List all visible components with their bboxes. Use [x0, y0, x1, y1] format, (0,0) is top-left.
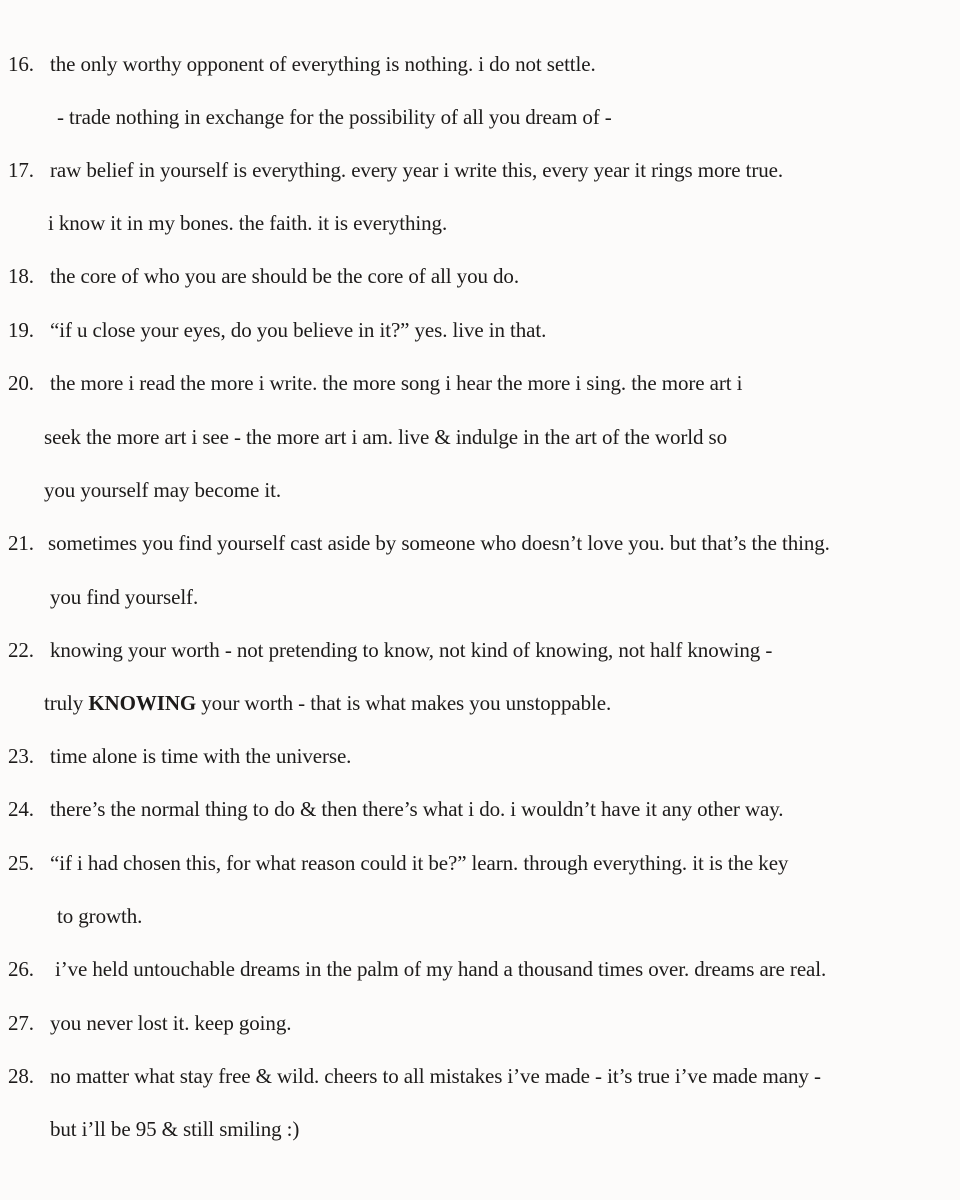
- emphasis-text: KNOWING: [88, 691, 197, 715]
- entry-number: 18.: [8, 264, 34, 288]
- entry-number: 26.: [8, 957, 34, 981]
- entry-number: 23.: [8, 744, 34, 768]
- entry-text: the more i read the more i write. the more song i hear the more i sing. the more art i: [50, 371, 743, 395]
- entry-text: time alone is time with the universe.: [50, 744, 352, 768]
- entry-text: to growth.: [57, 904, 143, 928]
- entry-text: i know it in my bones. the faith. it is everything.: [48, 211, 448, 235]
- entry-number: 21.: [8, 531, 34, 555]
- entry-text: sometimes you find yourself cast aside by someone who doesn’t love you. but that’s the thing.: [48, 531, 830, 555]
- entry-text: there’s the normal thing to do & then there’s what i do. i wouldn’t have it any other way.: [50, 797, 784, 821]
- entry-text: you find yourself.: [50, 585, 199, 609]
- entry-text: seek the more art i see - the more art i am. live & indulge in the art of the world so: [44, 425, 728, 449]
- entry-text: “if i had chosen this, for what reason could it be?” learn. through everything. it is the key: [50, 851, 789, 875]
- entry-text: knowing your worth - not pretending to know, not kind of knowing, not half knowing -: [50, 638, 773, 662]
- entry-number: 22.: [8, 638, 34, 662]
- entry-number: 16.: [8, 52, 34, 76]
- entry-text: the only worthy opponent of everything is nothing. i do not settle.: [50, 52, 596, 76]
- entry-text: “if u close your eyes, do you believe in it?” yes. live in that.: [50, 318, 547, 342]
- entry-number: 19.: [8, 318, 34, 342]
- entry-text: - trade nothing in exchange for the possibility of all you dream of -: [57, 105, 612, 129]
- entry-text: but i’ll be 95 & still smiling :): [50, 1117, 300, 1141]
- entry-text-part: truly: [44, 691, 89, 715]
- entry-number: 20.: [8, 371, 34, 395]
- entry-number: 25.: [8, 851, 34, 875]
- entry-number: 28.: [8, 1064, 34, 1088]
- entry-text: i’ve held untouchable dreams in the palm of my hand a thousand times over. dreams are real.: [55, 957, 827, 981]
- entry-number: 24.: [8, 797, 34, 821]
- entry-text: [44, 691, 611, 716]
- entry-text: you yourself may become it.: [44, 478, 281, 502]
- entry-number: 17.: [8, 158, 34, 182]
- entry-text: the core of who you are should be the core of all you do.: [50, 264, 519, 288]
- entry-number: 27.: [8, 1011, 34, 1035]
- entry-text: you never lost it. keep going.: [50, 1011, 292, 1035]
- entry-text: raw belief in yourself is everything. every year i write this, every year it rings more true.: [50, 158, 784, 182]
- entry-text-part: your worth - that is what makes you unstoppable.: [196, 691, 612, 715]
- entry-text: no matter what stay free & wild. cheers to all mistakes i’ve made - it’s true i’ve made many -: [50, 1064, 821, 1088]
